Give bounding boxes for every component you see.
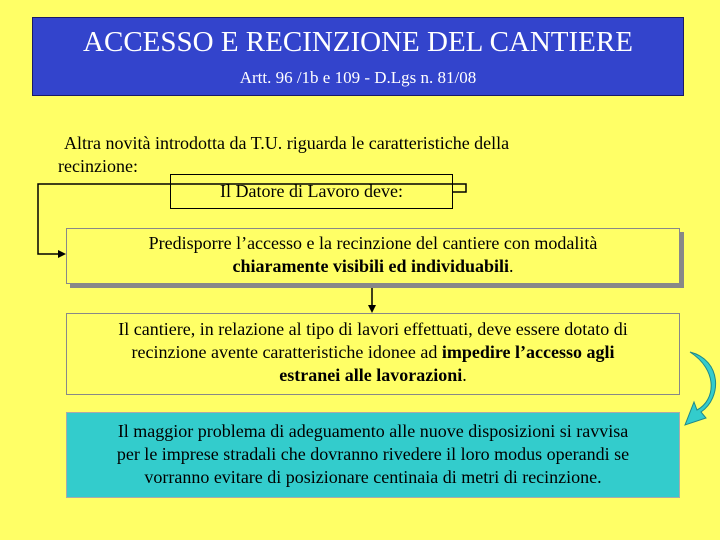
box-predisporre	[66, 228, 680, 284]
curved-arrow-icon	[685, 352, 716, 425]
datore-label: Il Datore di Lavoro deve:	[220, 181, 403, 201]
box1-text: Predisporre l’accesso e la recinzione del cantiere con modalità	[148, 233, 598, 253]
box-problema	[66, 412, 680, 498]
title-box	[32, 17, 684, 96]
arrowhead-box2	[368, 305, 376, 313]
arrowhead-box1	[58, 250, 66, 258]
box1-end: .	[509, 256, 514, 276]
box-cantiere	[66, 313, 680, 395]
box2-line2: recinzione avente caratteristiche idonee ad	[131, 342, 442, 362]
page-subtitle: Artt. 96 /1b e 109 - D.Lgs n. 81/08	[239, 68, 477, 87]
intro-line-2: recinzione:	[58, 156, 138, 176]
box1-bold: chiaramente visibili ed individuabili	[232, 256, 510, 276]
box3-line2: per le imprese stradali che dovranno rivedere il loro modus operandi se	[116, 444, 630, 464]
box3-line1: Il maggior problema di adeguamento alle nuove disposizioni si ravvisa	[117, 421, 629, 441]
intro-text	[60, 132, 620, 178]
box2-bold1: impedire l’accesso agli	[441, 342, 615, 362]
page-title: ACCESSO E RECINZIONE DEL CANTIERE	[83, 26, 633, 58]
box2-bold2: estranei alle lavorazioni	[279, 365, 463, 385]
box2-end: .	[462, 365, 467, 385]
datore-box	[170, 174, 453, 209]
box2-line1: Il cantiere, in relazione al tipo di lavori effettuati, deve essere dotato di	[118, 319, 628, 339]
box3-line3: vorranno evitare di posizionare centinaia di metri di recinzione.	[144, 467, 602, 487]
intro-line-1: Altra novità introdotta da T.U. riguarda le caratteristiche della	[64, 133, 510, 153]
